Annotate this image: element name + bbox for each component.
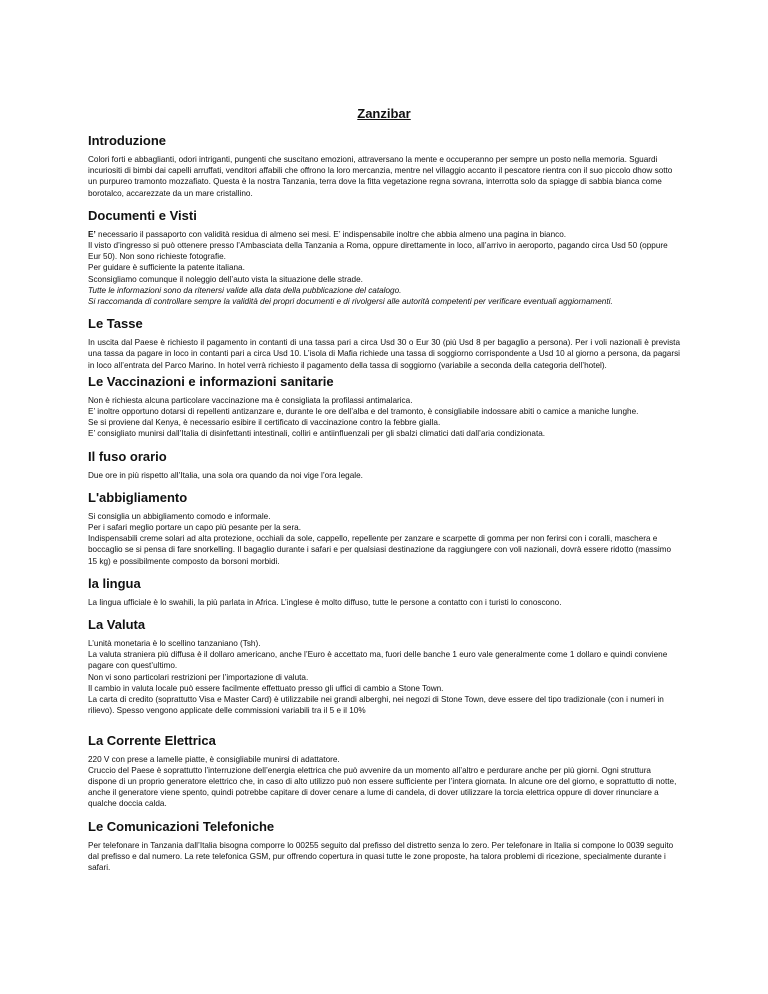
section-fuso-orario — [88, 449, 680, 481]
section-introduzione — [88, 133, 680, 199]
paragraph — [88, 229, 680, 240]
paragraph: In uscita dal Paese è richiesto il pagamento in contanti di una tassa pari a circa Usd 30 o Eur 30 (più Usd 8 per bagaglio a persona). Per i voli nazionali è prevista una tassa da pagare in loco in contanti pari a circa Usd 10. L’isola di Mafia richiede una tassa di soggiorno corrispondente a Usd 10 al giorno a persona, da pagarsi in loco all’entrata del Parco Marino. In hotel verrà richiesto il pagamento della tassa di soggiorno (variabile a seconda della categoria dell’hotel). — [88, 338, 680, 370]
section-heading: Le Comunicazioni Telefoniche — [88, 818, 275, 834]
section-heading: Le Vaccinazioni e informazioni sanitarie — [88, 373, 334, 389]
paragraph: Per i safari meglio portare un capo più pesante per la sera. — [88, 523, 301, 533]
section-body — [88, 754, 680, 810]
paragraph: Colori forti e abbaglianti, odori intriganti, pungenti che suscitano emozioni, attraversano la mente e occuperanno per sempre un posto nella memoria. Sguardi incuriositi di bimbi dai capelli arruffati, venditori affabili che offrono la loro mercanzia, mentre nel villaggio accanto il pescatore rientra con il suo piccolo dhow sotto un purpureo tramonto mozzafiato. Questa è la nostra Tanzania, terra dove la fitta vegetazione regna sovrana, interrotta solo da spiagge di sabbia bianca come borotalco, accarezzate da un mare cristallino. — [88, 155, 673, 198]
section-body — [88, 395, 680, 440]
paragraph: La valuta straniera più diffusa è il dollaro americano, anche l’Euro è accettato ma, fuori delle banche 1 euro vale generalmente come 1 dollaro e quindi conviene pagare con quest’ultimo. — [88, 650, 668, 671]
section-body — [88, 154, 680, 199]
paragraph: Non vi sono particolari restrizioni per l’importazione di valuta. — [88, 672, 309, 682]
paragraph: 220 V con prese a lamelle piatte, è consigliabile munirsi di adattatore. — [88, 754, 340, 764]
paragraph: Due ore in più rispetto all’Italia, una sola ora quando da noi vige l’ora legale. — [88, 470, 363, 480]
section-heading: La Corrente Elettrica — [88, 732, 216, 748]
section-body — [88, 337, 680, 371]
paragraph: La lingua ufficiale è lo swahili, la più parlata in Africa. L’inglese è molto diffuso, tutte le persone a contatto con i turisti lo conoscono. — [88, 597, 562, 607]
paragraph: La carta di credito (soprattutto Visa e Master Card) è utilizzabile nei grandi alberghi, nei negozi di Stone Town, deve essere del tipo tradizionale (con i numeri in rilievo). Spesso vengono applicate delle commissioni variabili tra il 5 e il 10% — [88, 695, 664, 716]
section-corrente-elettrica — [88, 733, 680, 810]
section-body — [88, 470, 680, 481]
section-heading: La Valuta — [88, 617, 146, 633]
section-vaccinazioni — [88, 374, 680, 440]
section-body — [88, 597, 680, 608]
paragraph: Indispensabili creme solari ad alta protezione, occhiali da sole, cappello, repellente per zanzare e scarpette di gomma per non ferirsi con i coralli, maschera e boccaglio se si pensa di fare snorkelling. Il bagaglio durante i safari e per qualsiasi destinazione da raggiungere con voli nazionali, dovrà essere ridotto (massimo 15 kg) e possibilmente composto da borsoni morbidi. — [88, 534, 672, 566]
paragraph: Il visto d’ingresso si può ottenere presso l’Ambasciata della Tanzania a Roma, oppure direttamente in loco, all’arrivo in aeroporto, pagando circa Usd 50 (oppure Eur 50). Non sono richieste fotografie. — [88, 241, 668, 262]
lead-text: E’ — [88, 229, 96, 239]
section-abbigliamento — [88, 490, 680, 567]
paragraph: Per telefonare in Tanzania dall’Italia bisogna comporre lo 00255 seguito dal prefisso del distretto senza lo zero. Per telefonare in Italia si compone lo 0039 seguito dal prefisso e dal numero. La rete telefonica GSM, pur offrendo copertura in quasi tutte le zone proposte, ha talora problemi di ricezione, specialmente durante i safari. — [88, 840, 674, 872]
section-documenti-visti — [88, 208, 680, 307]
section-lingua — [88, 576, 680, 608]
paragraph: Per guidare è sufficiente la patente italiana. — [88, 263, 245, 273]
paragraph: Si consiglia un abbigliamento comodo e informale. — [88, 511, 271, 521]
document-title: Zanzibar — [357, 106, 411, 121]
section-heading: Introduzione — [88, 133, 166, 148]
section-heading: L'abbigliamento — [88, 489, 188, 505]
section-body — [88, 511, 680, 567]
paragraph: Sconsigliamo comunque il noleggio dell’auto vista la situazione delle strade. — [88, 274, 363, 284]
paragraph: Se si proviene dal Kenya, è necessario esibire il certificato di vaccinazione contro la febbre gialla. — [88, 418, 441, 428]
paragraph: Il cambio in valuta locale può essere facilmente effettuato presso gli uffici di cambio a Stone Town. — [88, 683, 444, 693]
section-body — [88, 840, 680, 874]
section-heading: Documenti e Visti — [88, 207, 197, 223]
section-tasse — [88, 316, 680, 371]
paragraph: L’unità monetaria è lo scellino tanzaniano (Tsh). — [88, 639, 261, 649]
section-comunicazioni-telefoniche — [88, 819, 680, 874]
section-heading: Le Tasse — [88, 316, 143, 332]
section-heading: la lingua — [88, 575, 141, 591]
paragraph: E’ inoltre opportuno dotarsi di repellenti antizanzare e, durante le ore dell’alba e del tramonto, è consigliabile indossare abiti o camice a maniche lunghe. — [88, 407, 639, 417]
section-body — [88, 638, 680, 716]
italic-paragraph: Tutte le informazioni sono da ritenersi valide alla data della pubblicazione del catalogo. — [88, 285, 402, 295]
paragraph-text: necessario il passaporto con validità residua di almeno sei mesi. E’ indispensabile inoltre che abbia almeno una pagina in bianco. — [95, 229, 567, 239]
section-body — [88, 229, 680, 307]
section-valuta — [88, 617, 680, 716]
italic-paragraph: Si raccomanda di controllare sempre la validità dei propri documenti e di rivolgersi alle autorità competenti per verificare eventuali aggiornamenti. — [88, 297, 613, 307]
paragraph: Non è richiesta alcuna particolare vaccinazione ma è consigliata la profilassi antimalarica. — [88, 395, 413, 405]
paragraph: E’ consigliato munirsi dall’Italia di disinfettanti intestinali, colliri e antiinfluenzali per gli sbalzi climatici dati dall’aria condizionata. — [88, 429, 546, 439]
section-heading: Il fuso orario — [88, 448, 167, 464]
paragraph: Cruccio del Paese è soprattutto l’interruzione dell’energia elettrica che può avvenire da un momento all’altro e perdurare anche per più giorni. Ogni struttura dispone di un proprio generatore elettrico che, in caso di alto utilizzo può non essere sufficiente per l’intera giornata. In alcune ore del giorno, e soprattutto di notte, anche il generatore viene spento, quindi potrebbe capitare di dover cenare a lume di candela, di dover utilizzare la torcia elettrica oppure di dover rinunciare a qualche doccia calda. — [88, 765, 677, 809]
